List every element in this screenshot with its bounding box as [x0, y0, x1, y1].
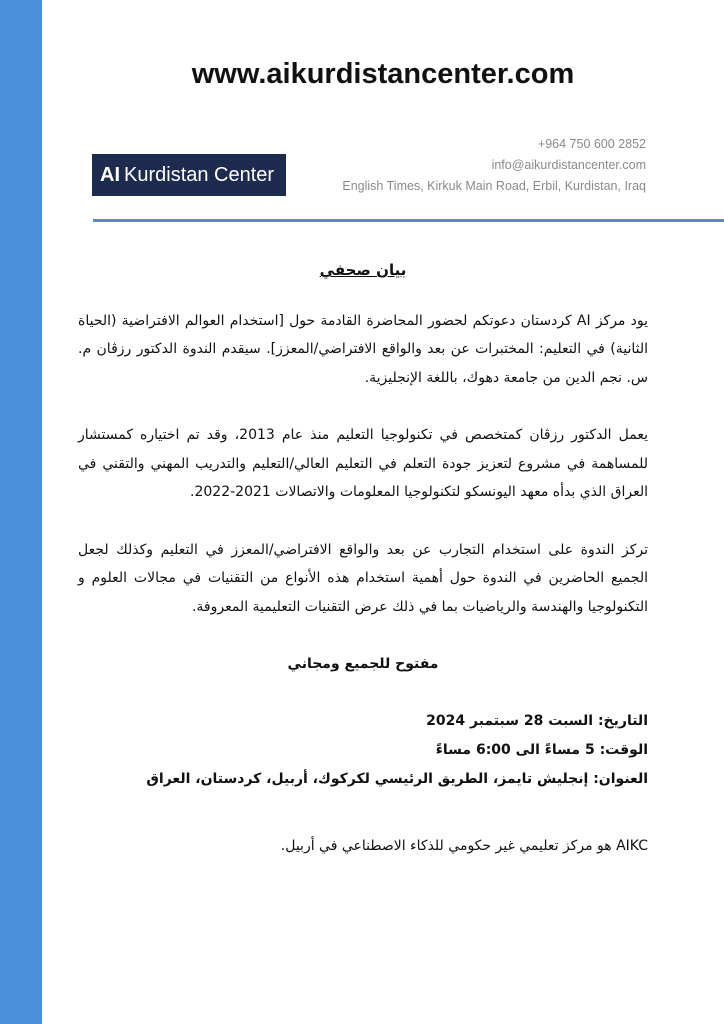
email-address: info@aikurdistancenter.com	[491, 158, 646, 172]
postal-address: English Times, Kirkuk Main Road, Erbil, Kurdistan, Iraq	[342, 179, 646, 193]
logo-ai-text: AI	[100, 163, 120, 186]
document-title: بيان صحفي	[319, 261, 407, 279]
paragraph-focus: تركز الندوة على استخدام التجارب عن بعد والواقع الافتراضي/المعزز في التعليم وكذلك لجعل الجميع الحاضرين في الندوة حول أهمية استخدام هذه الأنواع من التقنيات في مجالات العلوم و التكنولوجيا والهندسة والرياضيات بما في ذلك عرض التقنيات التعليمية المعروفة.	[78, 541, 648, 615]
event-date: التاريخ: السبت 28 سبتمبر 2024	[426, 712, 648, 729]
event-time: الوقت: 5 مساءً الى 6:00 مساءً	[435, 741, 648, 758]
logo-name-text: Kurdistan Center	[124, 163, 275, 186]
press-release-body	[78, 256, 648, 860]
paragraph-intro: يود مركز AI كردستان دعوتكم لحضور المحاضرة القادمة حول [استخدام العوالم الافتراضية (الحياة الثانية) في التعليم: المختبرات عن بعد والواقع الافتراضي/المعزز]. سيقدم الندوة الدكتور رزڤان م. س. نجم الدين من جامعة دهوك، باللغة الإنجليزية.	[78, 312, 648, 386]
center-logo	[92, 154, 286, 196]
website-url: www.aikurdistancenter.com	[191, 58, 575, 90]
phone-number: +964 750 600 2852	[537, 137, 646, 151]
event-address: العنوان: إنجليش تايمز، الطريق الرئيسي لكركوك، أربيل، كردستان، العراق	[146, 770, 648, 787]
left-accent-bar	[0, 0, 42, 1024]
open-to-all-note: مفتوح للجميع ومجاني	[287, 656, 439, 672]
paragraph-speaker: يعمل الدكتور رزڤان كمتخصص في تكنولوجيا التعليم منذ عام 2013، وقد تم اختياره كمستشار للمساهمة في مشروع لتعزيز جودة التعلم في التعليم العالي/التعليم والتدريب المهني والتقني في العراق الذي بدأه معهد اليونسكو لتكنولوجيا المعلومات والاتصالات 2021-2022.	[78, 427, 648, 500]
contact-info	[342, 134, 646, 197]
header-divider	[93, 219, 724, 222]
closing-statement: AIKC هو مركز تعليمي غير حكومي للذكاء الاصطناعي في أربيل.	[280, 837, 648, 854]
event-details	[78, 707, 648, 794]
